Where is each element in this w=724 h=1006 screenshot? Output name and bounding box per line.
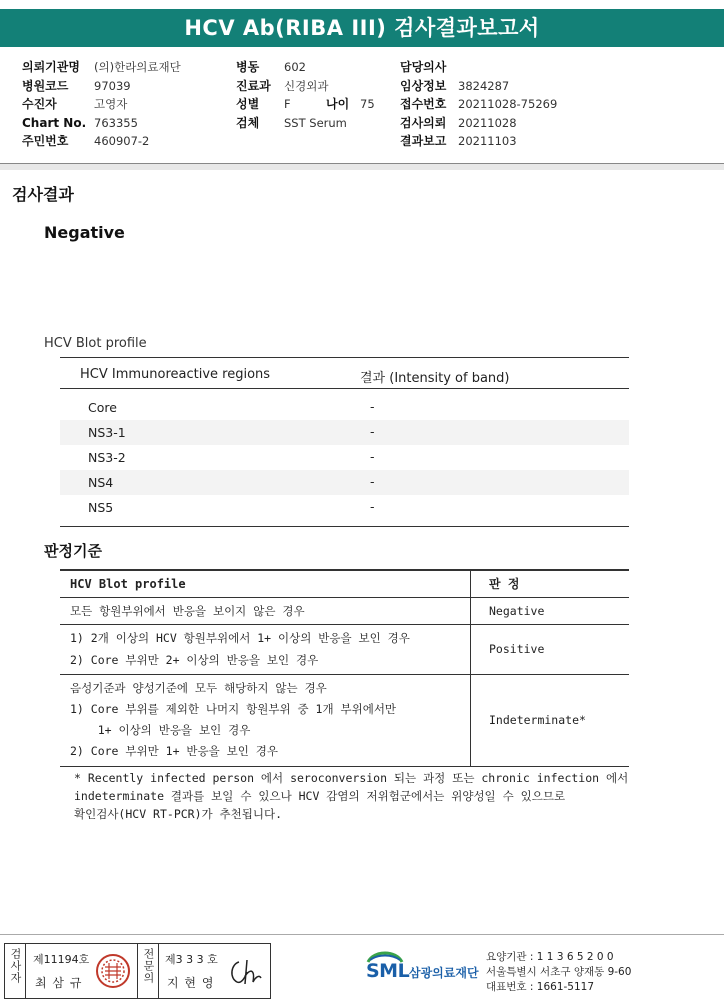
criteria-result: Indeterminate* bbox=[471, 674, 630, 766]
criteria-result: Positive bbox=[471, 624, 630, 674]
inspector-label bbox=[5, 944, 26, 998]
band-intensity: - bbox=[370, 399, 375, 414]
criteria-col-judgement: 판 정 bbox=[471, 570, 630, 597]
result-section-title: 검사결과 bbox=[12, 185, 74, 204]
header-value: 20211028-75269 bbox=[458, 97, 558, 111]
header-value: F bbox=[284, 97, 291, 111]
criteria-row bbox=[60, 674, 629, 766]
org-info-line: 대표번호 : 1661-5117 bbox=[486, 981, 595, 993]
header-label: 의뢰기관명 bbox=[22, 60, 80, 74]
column-header-result: 결과 (Intensity of band) bbox=[360, 371, 510, 386]
criteria-section-title: 판정기준 bbox=[44, 542, 102, 560]
footnote-line: 확인검사(HCV RT-PCR)가 추천됩니다. bbox=[74, 807, 283, 821]
header-value: 신경외과 bbox=[284, 78, 329, 93]
inspector-license: 제11194호 bbox=[33, 953, 90, 966]
band-intensity: - bbox=[370, 499, 375, 514]
band-intensity: - bbox=[370, 474, 375, 489]
seal-stamp-icon bbox=[95, 953, 131, 989]
footer-divider bbox=[0, 934, 724, 935]
signature-icon bbox=[225, 954, 265, 990]
reviewer-name: 지 현 영 bbox=[167, 976, 215, 990]
result-value: Negative bbox=[44, 223, 125, 242]
org-name: 삼광의료재단 bbox=[409, 966, 479, 980]
band-intensity: - bbox=[370, 424, 375, 439]
footnote bbox=[74, 769, 654, 823]
header-value: 763355 bbox=[94, 115, 138, 130]
age-label: 나이 bbox=[326, 97, 350, 111]
header-label: 검체 bbox=[236, 115, 260, 130]
header-label: 진료과 bbox=[236, 78, 271, 93]
header-label: 수진자 bbox=[22, 97, 57, 111]
table-row bbox=[60, 420, 629, 445]
signature-box bbox=[4, 943, 271, 999]
header-label: 병동 bbox=[236, 60, 260, 74]
header-value: 602 bbox=[284, 60, 306, 74]
criteria-table bbox=[60, 569, 629, 767]
reviewer-license: 제3 3 3 호 bbox=[165, 953, 218, 966]
header-value: 20211103 bbox=[458, 134, 517, 148]
inspector-label-text: 검사자 bbox=[9, 948, 22, 984]
header-band bbox=[0, 164, 724, 170]
org-logo-text: SML bbox=[366, 960, 410, 982]
region-name: NS3-2 bbox=[88, 450, 126, 465]
criteria-text: 1) Core 부위를 제외한 나머지 항원부위 중 1개 부위에서만 bbox=[70, 702, 397, 716]
criteria-header-row bbox=[60, 570, 629, 597]
region-name: NS3-1 bbox=[88, 425, 126, 440]
band-intensity: - bbox=[370, 449, 375, 464]
inspector-name: 최 삼 규 bbox=[35, 976, 83, 990]
criteria-col-profile: HCV Blot profile bbox=[60, 570, 471, 597]
header-value: 97039 bbox=[94, 78, 131, 93]
header-label: 결과보고 bbox=[400, 134, 447, 148]
criteria-text: 2) Core 부위만 2+ 이상의 반응을 보인 경우 bbox=[70, 653, 319, 667]
table-rule bbox=[60, 526, 629, 527]
criteria-text: 음성기준과 양성기준에 모두 해당하지 않는 경우 bbox=[70, 681, 327, 695]
reviewer-label bbox=[137, 944, 159, 998]
header-label: Chart No. bbox=[22, 115, 87, 130]
age-value: 75 bbox=[360, 97, 375, 111]
header-value: 고영자 bbox=[94, 97, 128, 111]
org-info-line: 서울특별시 서초구 양재동 9-60 bbox=[486, 966, 632, 978]
header-value: (의)한라의료재단 bbox=[94, 60, 181, 74]
header-label: 병원코드 bbox=[22, 78, 69, 93]
header-label: 성별 bbox=[236, 97, 260, 111]
header-value: 20211028 bbox=[458, 115, 517, 130]
criteria-text: 모든 항원부위에서 반응을 보이지 않은 경우 bbox=[70, 603, 305, 618]
criteria-row bbox=[60, 624, 629, 674]
region-name: NS5 bbox=[88, 500, 114, 515]
reviewer-label-text: 전문의 bbox=[142, 948, 155, 984]
column-header-region: HCV Immunoreactive regions bbox=[80, 367, 271, 382]
criteria-text: 1+ 이상의 반응을 보인 경우 bbox=[70, 723, 251, 737]
footnote-line: indeterminate 결과를 보일 수 있으나 HCV 감염의 저위험군에서는 위양성일 수 있으므로 bbox=[74, 789, 566, 803]
table-row bbox=[60, 395, 629, 420]
header-label: 담당의사 bbox=[400, 60, 447, 74]
header-label: 임상정보 bbox=[400, 78, 447, 93]
criteria-row bbox=[60, 597, 629, 624]
footnote-line: * Recently infected person 에서 seroconversion 되는 과정 또는 chronic infection 에서 bbox=[74, 771, 629, 785]
header-label: 검사의뢰 bbox=[400, 115, 447, 130]
header-value: 3824287 bbox=[458, 78, 510, 93]
table-row bbox=[60, 470, 629, 495]
org-info-line: 요양기관 : 1 1 3 6 5 2 0 0 bbox=[486, 951, 614, 963]
report-title: HCV Ab(RIBA III) 검사결과보고서 bbox=[0, 9, 724, 47]
header-label: 접수번호 bbox=[400, 97, 447, 111]
region-name: NS4 bbox=[88, 475, 114, 490]
header-label: 주민번호 bbox=[22, 134, 69, 148]
profile-title: HCV Blot profile bbox=[44, 336, 147, 351]
table-row bbox=[60, 445, 629, 470]
profile-table bbox=[60, 357, 629, 527]
criteria-result: Negative bbox=[471, 597, 630, 624]
org-info bbox=[486, 950, 631, 995]
criteria-text: 2) Core 부위만 1+ 반응을 보인 경우 bbox=[70, 744, 279, 758]
table-row bbox=[60, 495, 629, 520]
criteria-text: 1) 2개 이상의 HCV 항원부위에서 1+ 이상의 반응을 보인 경우 bbox=[70, 631, 410, 645]
region-name: Core bbox=[88, 400, 117, 415]
header-value: SST Serum bbox=[284, 115, 347, 130]
header-info bbox=[0, 50, 724, 162]
header-value: 460907-2 bbox=[94, 134, 150, 148]
